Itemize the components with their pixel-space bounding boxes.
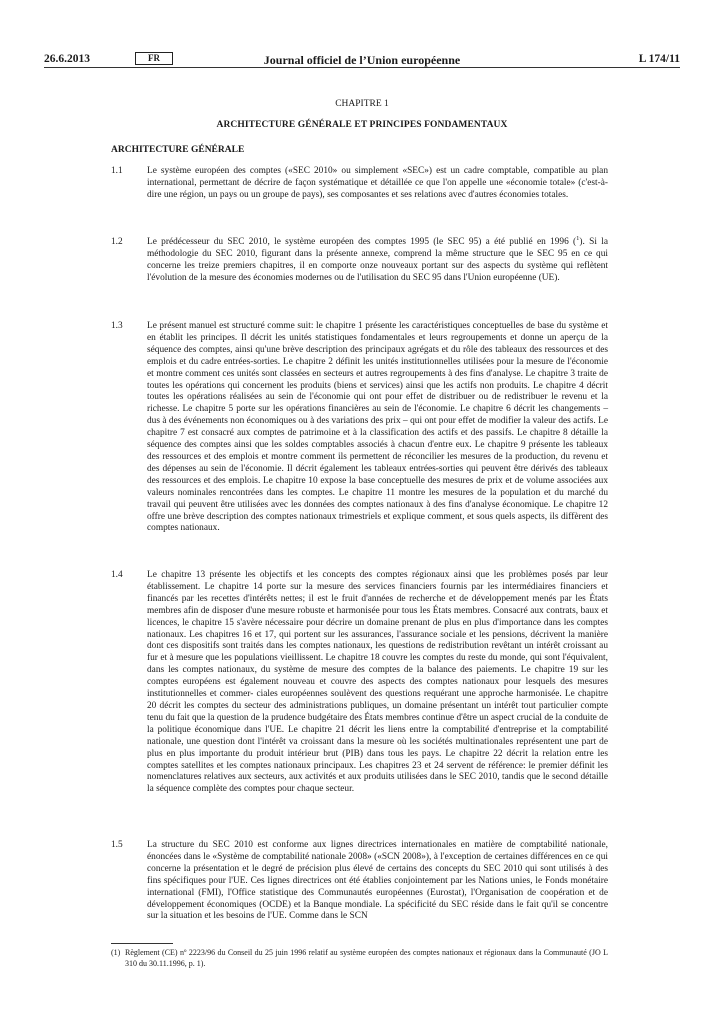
journal-title: Journal officiel de l’Union européenne (263, 53, 461, 67)
paragraph-text (147, 234, 609, 285)
paragraph-1-4 (111, 570, 608, 796)
paragraph-1-1 (111, 166, 608, 202)
chapter-title: ARCHITECTURE GÉNÉRALE ET PRINCIPES FONDAMENTAUX (216, 120, 508, 130)
footnote-reference[interactable]: 1 (576, 234, 580, 242)
language-box: FR (135, 52, 173, 65)
publication-date: 26.6.2013 (44, 53, 90, 65)
page-reference: L 174/11 (638, 53, 680, 65)
header-divider (44, 67, 680, 68)
paragraph-number: 1.2 (111, 237, 123, 247)
paragraph-number: 1.1 (111, 166, 123, 176)
footnote-number: (1) (111, 948, 121, 957)
paragraph-number: 1.3 (111, 321, 123, 331)
chapter-label: CHAPITRE 1 (335, 99, 389, 109)
paragraph-text-part: ). Si la méthodologie du SEC 2010, figurant dans la présente annexe, comprend la même structure que le SEC 95 en ce qui concerne les treize premiers chapitres, il en comporte onze nouveaux portant sur des aspects du système qui reflètent l'évolution de la mesure des économies modernes ou de l'utilisation du SEC 95 dans l'Union européenne (UE). (147, 237, 609, 283)
paragraph-text: Le présent manuel est structuré comme suit: le chapitre 1 présente les caractéristiques conceptuelles de base du système et en établit les principes. Il décrit les unités statistiques fondamentales et leurs regroupements et donne un aperçu de la séquence des comptes, ainsi qu'une brève description des principaux agrégats et du rôle des tableaux des ressources et des emplois et du cadre entrées-sorties. Le chapitre 2 définit les unités institutionnelles utilisées pour la mesure de l'économie et montre comment ces unités sont classées en secteurs et autres regroupements à des fins d'analyse. Le chapitre 3 traite de toutes les opérations qui concernent les produits (biens et services) ainsi que les actifs non produits. Le chapitre 4 décrit toutes les opérations réalisées au sein de l'économie qui ont pour effet de distribuer ou de redistribuer le revenu et la richesse. Le chapitre 5 porte sur les opérations financières au sein de l'économie. Le chapitre 6 décrit les changements – dus à des événements non économiques ou à des variations des prix – qui ont pour effet de modifier la valeur des actifs. Le chapitre 7 est consacré aux comptes de patrimoine et à la classification des actifs et des passifs. Le chapitre 8 détaille la séquence des comptes ainsi que les soldes comptables associés à chacun d'entre eux. Le chapitre 9 présente les tableaux des ressources et des emplois et montre comment ils permettent de réconcilier les mesures de la production, du revenu et des dépenses au sein de l'économie. Il décrit également les tableaux entrées-sorties qui peuvent être dérivés des tableaux des ressources et des emplois. Le chapitre 10 expose la base conceptuelle des mesures de prix et de volume associées aux valeurs nominales rencontrées dans les comptes. Le chapitre 11 montre les mesures de la population et du marché du travail qui peuvent être utilisées avec les données des comptes nationaux à des fins d'analyse économique. Le chapitre 12 offre une brève description des comptes nationaux trimestriels et explique comment, et sous quels aspects, ils diffèrent des comptes nationaux. (147, 321, 608, 534)
paragraph-text-part: Le prédécesseur du SEC 2010, le système européen des comptes 1995 (le SEC 95) a été publié en 1996 ( (147, 237, 577, 247)
paragraph-1-2 (111, 234, 609, 285)
paragraph-1-3 (111, 321, 608, 535)
section-title: ARCHITECTURE GÉNÉRALE (111, 145, 245, 155)
paragraph-text: La structure du SEC 2010 est conforme aux lignes directrices internationales en matière de comptabilité nationale, énoncées dans le «Système de comptabilité nationale 2008» («SCN 2008»), à l'exception de certaines différences en ce qui concerne la présentation et le degré de précision plus élevé de certains des concepts du SEC 2010 qui sont utilisés à des fins spécifiques pour l'UE. Ces lignes directrices ont été établies conjointement par les Nations unies, le Fonds monétaire international (FMI), l'Office statistique des Communautés européennes (Eurostat), l'Organisation de coopération et de développement économiques (OCDE) et la Banque mondiale. La spécificité du SEC réside dans le fait qu'il se concentre sur la situation et les besoins de l'UE. Comme dans le SCN (147, 840, 608, 922)
paragraph-number: 1.5 (111, 840, 123, 850)
paragraph-text: Le chapitre 13 présente les objectifs et les concepts des comptes régionaux ainsi que les problèmes posés par leur établissement. Le chapitre 14 porte sur la mesure des services financiers fournis par les intermédiaires financiers et financés par les recettes d'intérêts nettes; il est le fruit d'années de recherche et de développement menés par les États membres afin de disposer d'une mesure robuste et harmonisée pour tous les États membres. Consacré aux contrats, baux et licences, le chapitre 15 s'avère nécessaire pour décrire un domaine prenant de plus en plus d'importance dans les comptes nationaux. Les chapitres 16 et 17, qui portent sur les assurances, l'assurance sociale et les pensions, décrivent la manière dont ces dispositifs sont traités dans les comptes nationaux, les questions de redistribution revêtant un intérêt croissant au fur et à mesure que les populations vieillissent. Le chapitre 18 couvre les comptes du reste du monde, qui sont l'équivalent, dans les comptes nationaux, du système de mesure des comptes de la balance des paiements. Le chapitre 19 sur les comptes européens est également nouveau et couvre des aspects des comptes nationaux pour lesquels des mesures institutionnelles et commer- ciales européennes soulèvent des questions requérant une approche harmonisée. Le chapitre 20 décrit les comptes du secteur des administrations publiques, un domaine présentant un intérêt tout particulier compte tenu du fait que la question de la prudence budgétaire des États membres continue d'être un aspect crucial de la conduite de la politique économique dans l'UE. Le chapitre 21 décrit les liens entre la comptabilité d'entreprise et la comptabilité nationale, une question dont l'intérêt va croissant dans la mesure où les sociétés multinationales représentent une part de plus en plus importante du produit intérieur brut (PIB) dans tous les pays. Le chapitre 22 décrit la relation entre les comptes satellites et les comptes nationaux principaux. Les chapitres 23 et 24 servent de référence: le premier définit les nomenclatures relatives aux secteurs, aux activités et aux produits utilisées dans le SEC 2010, tandis que le second détaille la séquence complète des comptes pour chaque secteur. (147, 570, 608, 795)
footnote-divider (111, 943, 173, 944)
footnote-text: Règlement (CE) nº 2223/96 du Conseil du 25 juin 1996 relatif au système européen des comptes nationaux et régionaux dans la Communauté (JO L 310 du 30.11.1996, p. 1). (125, 948, 608, 968)
paragraph-text: Le système européen des comptes («SEC 2010» ou simplement «SEC») est un cadre comptable, compatible au plan international, permettant de décrire de façon systématique et détaillée ce que l'on appelle une «économie totale» (c'est-à-dire une région, un pays ou un groupe de pays), ses composantes et ses relations avec d'autres économies totales. (147, 166, 608, 200)
paragraph-number: 1.4 (111, 570, 123, 580)
paragraph-1-5 (111, 840, 608, 923)
footnote (111, 948, 608, 969)
